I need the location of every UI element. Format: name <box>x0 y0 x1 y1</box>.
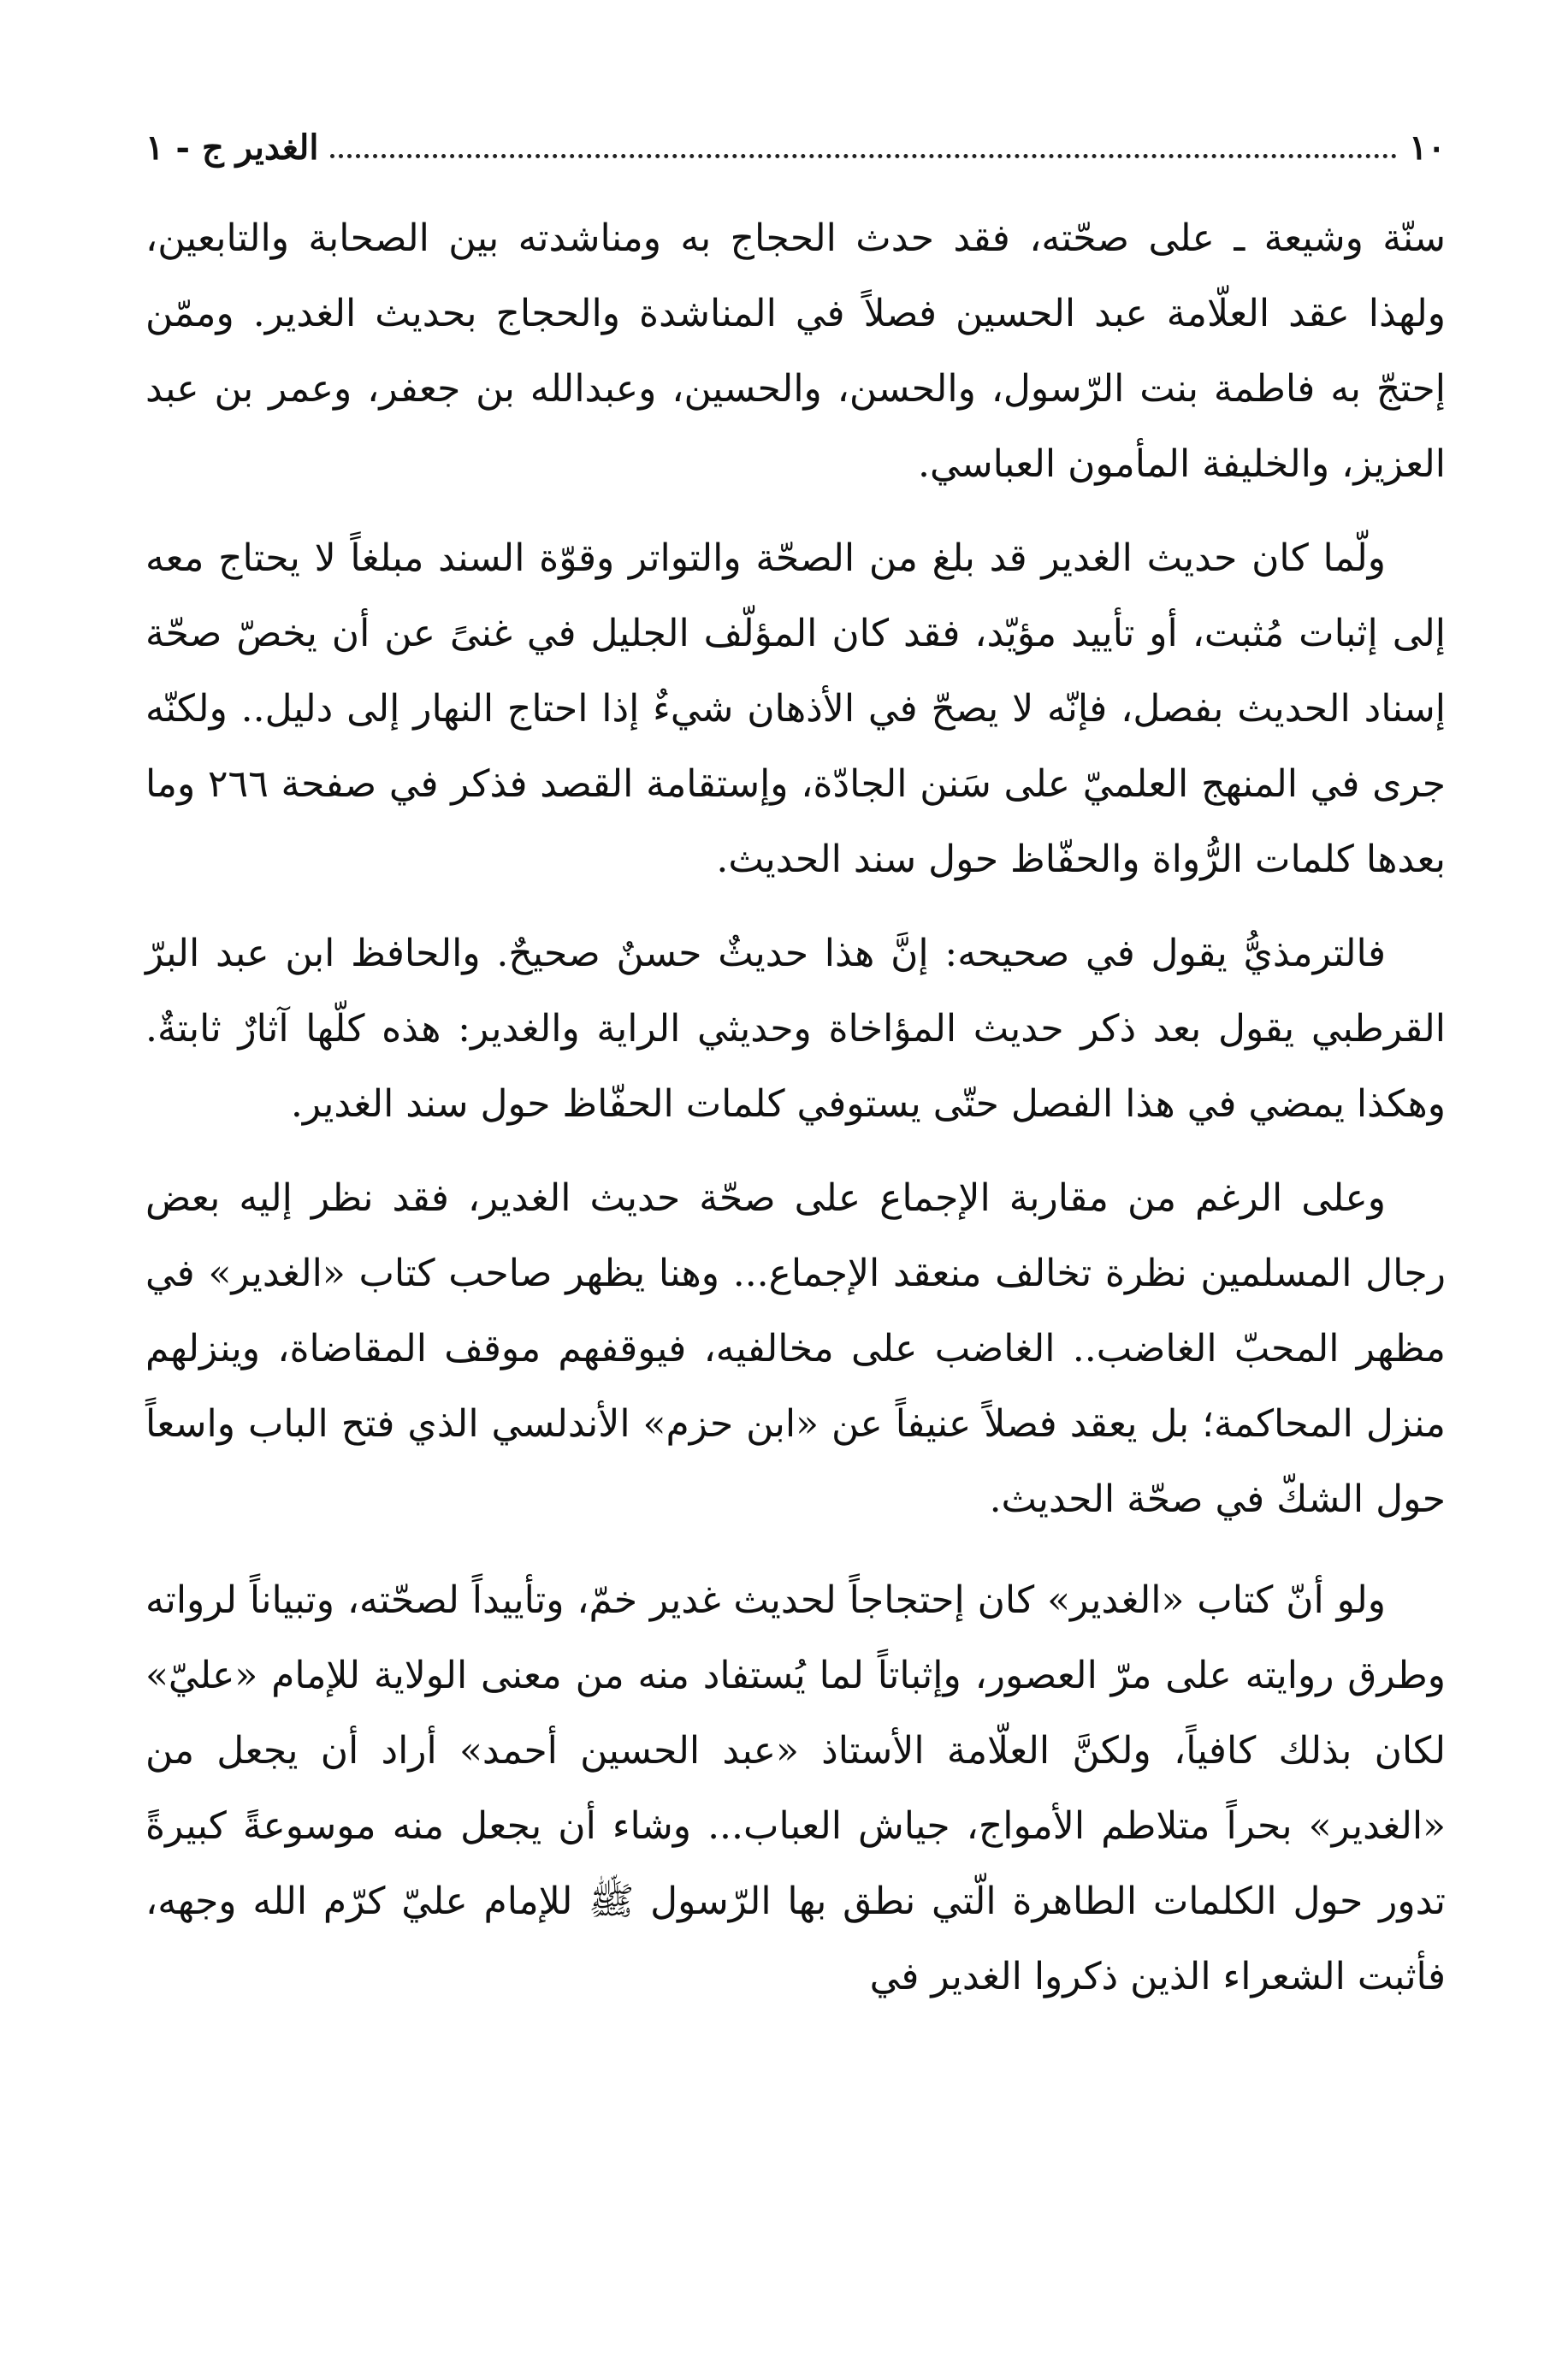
paragraph-5: ولو أنّ كتاب «الغدير» كان إحتجاجاً لحديث غدير خمّ، وتأييداً لصحّته، وتبياناً لرواته وطرق روايته على مرّ العصور، وإثباتاً لما يُستفاد منه من معنى الولاية للإمام «عليّ» لكان بذلك كافياً، ولكنَّ العلّامة الأستاذ «عبد الحسين أحمد» أراد أن يجعل من «الغدير» بحراً متلاطم الأمواج، جياش العباب... وشاء أن يجعل منه موسوعةً كبيرةً تدور حول الكلمات الطاهرة الّتي نطق بها الرّسول ﷺ للإمام عليّ كرّم الله وجهه، فأثبت الشعراء الذين ذكروا الغدير في <box>145 1578 1446 1998</box>
running-title: الغدير ج - ١ <box>145 127 319 168</box>
page-header <box>145 120 1446 175</box>
paragraph-4: وعلى الرغم من مقاربة الإجماع على صحّة حديث الغدير، فقد نظر إليه بعض رجال المسلمين نظرة تخالف منعقد الإجماع... وهنا يظهر صاحب كتاب «الغدير» في مظهر المحبّ الغاضب.. الغاضب على مخالفيه، فيوقفهم موقف المقاضاة، وينزلهم منزل المحاكمة؛ بل يعقد فصلاً عنيفاً عن «ابن حزم» الأندلسي الذي فتح الباب واسعاً حول الشكّ في صحّة الحديث. <box>145 1176 1446 1521</box>
paragraph-1: سنّة وشيعة ـ على صحّته، فقد حدث الحجاج به ومناشدته بين الصحابة والتابعين، ولهذا عقد العلّامة عبد الحسين فصلاً في المناشدة والحجاج بحديث الغدير. وممّن إحتجّ به فاطمة بنت الرّسول، والحسن، والحسين، وعبدالله بن جعفر، وعمر بن عبد العزيز، والخليفة المأمون العباسي. <box>145 216 1446 486</box>
page-number: ١٠ <box>1409 127 1446 168</box>
paragraph-3: فالترمذيُّ يقول في صحيحه: إنَّ هذا حديثٌ حسنٌ صحيحٌ. والحافظ ابن عبد البرّ القرطبي يقول بعد ذكر حديث المؤاخاة وحديثي الراية والغدير: هذه كلّها آثارٌ ثابتةٌ. وهكذا يمضي في هذا الفصل حتّى يستوفي كلمات الحفّاظ حول سند الغدير. <box>145 932 1446 1126</box>
dotted-leader <box>330 154 1397 158</box>
body-text <box>145 201 1446 2034</box>
paragraph-2: ولّما كان حديث الغدير قد بلغ من الصحّة والتواتر وقوّة السند مبلغاً لا يحتاج معه إلى إثبات مُثبت، أو تأييد مؤيّد، فقد كان المؤلّف الجليل في غنىً عن أن يخصّ صحّة إسناد الحديث بفصل، فإنّه لا يصحّ في الأذهان شيءٌ إذا احتاج النهار إلى دليل.. ولكنّه جرى في المنهج العلميّ على سَنن الجادّة، وإستقامة القصد فذكر في صفحة ٢٦٦ وما بعدها كلمات الرُّواة والحفّاظ حول سند الحديث. <box>145 536 1446 881</box>
